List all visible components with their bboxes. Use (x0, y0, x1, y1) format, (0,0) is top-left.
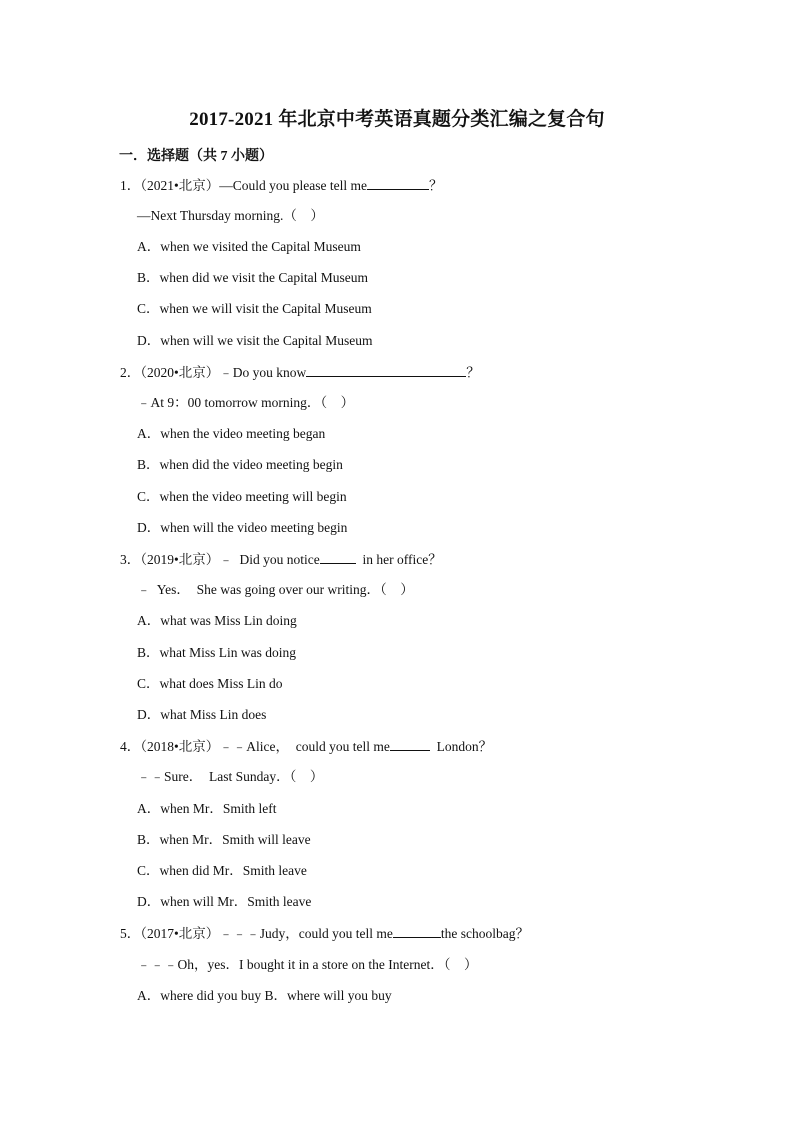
question-4-option-c: C．when did Mr．Smith leave (137, 863, 307, 878)
question-2-stem (120, 363, 480, 382)
question-3-blank (320, 550, 356, 564)
question-3-option-d: D．what Miss Lin does (137, 707, 267, 722)
question-3-reply: ﹣ Yes． She was going over our writing．（ ） (137, 582, 414, 597)
question-3-stem-end: in her office？ (355, 552, 442, 567)
question-3-option-a: A．what was Miss Lin doing (137, 613, 297, 628)
question-5-stem-end: the schoolbag？ (440, 926, 529, 941)
question-3-option-b: B．what Miss Lin was doing (137, 645, 297, 660)
question-4-stem (120, 737, 492, 756)
question-1-stem-end: ？ (428, 178, 443, 193)
question-1-stem-text: 1．（2021•北京）—Could you please tell me (120, 178, 367, 193)
section-heading: 一．选择题（共 7 小题） (119, 149, 273, 164)
question-4-option-a: A．when Mr．Smith left (137, 801, 277, 816)
question-4-reply: ﹣﹣Sure． Last Sunday．（ ） (137, 769, 324, 784)
question-2-reply: ﹣At 9：00 tomorrow morning．（ ） (137, 395, 355, 410)
question-4-option-d: D．when will Mr．Smith leave (137, 894, 312, 909)
question-4-stem-end: London？ (429, 739, 493, 754)
question-5-stem (120, 924, 529, 943)
question-2-stem-end: ？ (466, 365, 480, 380)
question-4-blank (390, 737, 430, 751)
question-1-blank (367, 176, 429, 190)
question-3-stem (120, 550, 442, 569)
question-4-stem-text: 4．（2018•北京）﹣﹣Alice， could you tell me (120, 739, 390, 754)
question-1-option-b: B．when did we visit the Capital Museum (137, 270, 368, 285)
document-title: 2017-2021 年北京中考英语真题分类汇编之复合句 (189, 109, 605, 130)
question-1-option-d: D．when will we visit the Capital Museum (137, 333, 373, 348)
question-2-stem-text: 2．（2020•北京）﹣Do you know (120, 365, 307, 380)
question-5-blank (393, 924, 441, 938)
question-2-option-a: A．when the video meeting began (137, 426, 326, 441)
question-2-option-b: B．when did the video meeting begin (137, 457, 343, 472)
question-3-stem-text: 3．（2019•北京）﹣ Did you notice (120, 552, 320, 567)
question-2-option-c: C．when the video meeting will begin (137, 489, 347, 504)
question-5-reply: ﹣﹣﹣Oh，yes．I bought it in a store on the Internet．（ ） (137, 957, 478, 972)
question-3-option-c: C．what does Miss Lin do (137, 676, 283, 691)
question-2-option-d: D．when will the video meeting begin (137, 520, 348, 535)
question-1-reply: —Next Thursday morning.（ ） (137, 208, 324, 223)
question-1-option-c: C．when we will visit the Capital Museum (137, 301, 372, 316)
question-2-blank (306, 363, 466, 377)
question-5-options-ab: A．where did you buy B．where will you buy (137, 988, 392, 1003)
question-4-option-b: B．when Mr．Smith will leave (137, 832, 311, 847)
question-1-option-a: A．when we visited the Capital Museum (137, 239, 361, 254)
question-5-stem-text: 5．（2017•北京）﹣﹣﹣Judy，could you tell me (120, 926, 393, 941)
question-1-stem (120, 176, 442, 195)
